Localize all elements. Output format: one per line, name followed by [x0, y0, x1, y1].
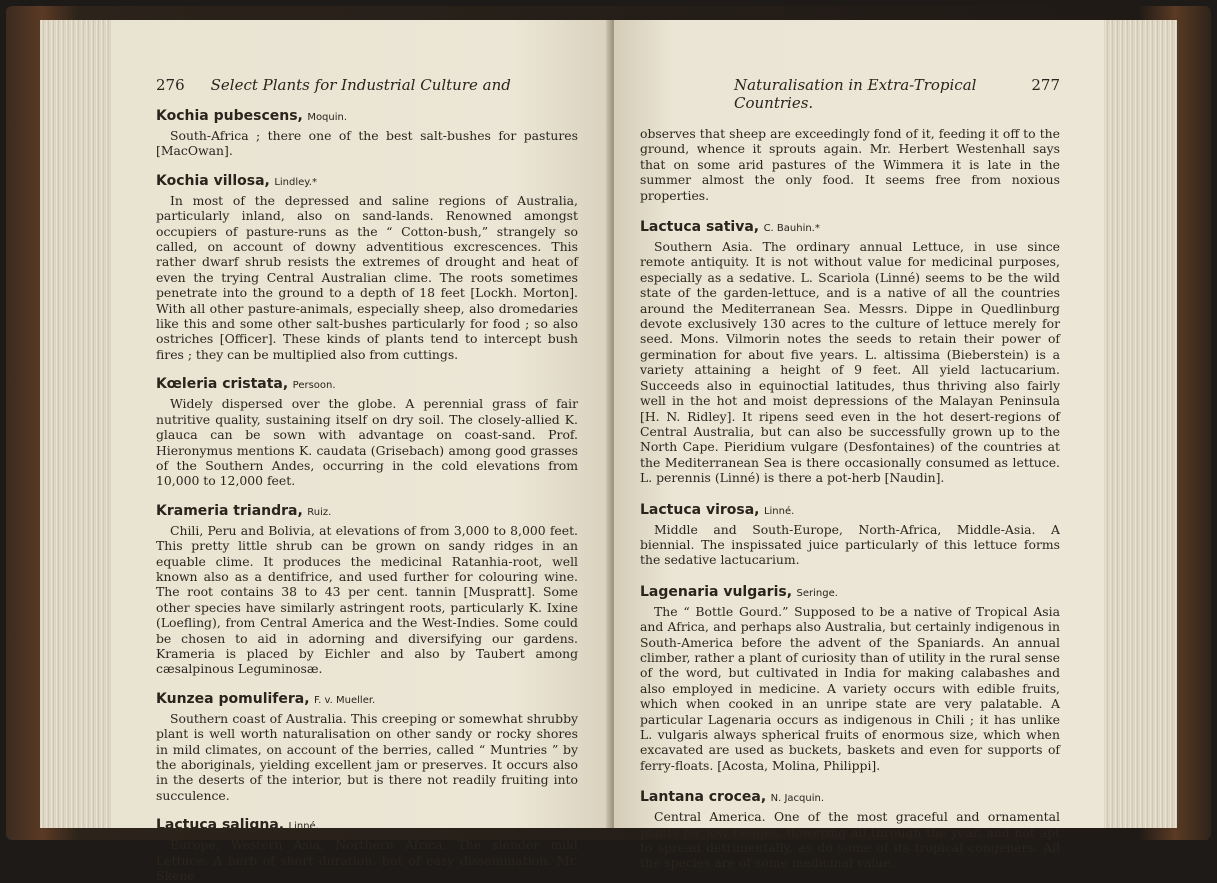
- entry-text: Southern Asia. The ordinary annual Lettuce, in use since remote antiquity. It is not without value for medicinal purposes, especially as a sedative. L. Scariola (Linné) seems to be the wild state of the garden-lettuce, and is a native of all the countries around the Mediterranean Sea. Messrs. Dippe in Quedlinburg devote exclusively 130 acres to the culture of lettuce merely for seed. Mons. Vilmorin notes the seeds to retain their power of germination for about five years. L. altissima (Bieberstein) is a variety attaining a height of 9 feet. All yield lactucarium. Succeeds also in equinoctial latitudes, thus thriving also fairly well in the hot and moist depressions of the Malayan Peninsula [H. N. Ridley]. It ripens seed even in the hot desert-regions of Central Australia, but can also be successfully grown up to the North Cape. Pieridium vulgare (Desfontaines) of the countries at the Mediterranean Sea is there occasionally consumed as lettuce. L. perennis (Linné) is there a pot-herb [Naudin].: [640, 239, 1060, 486]
- species-name: Lactuca sativa,: [640, 219, 760, 236]
- right-page-header: [640, 76, 1060, 112]
- entry-heading: [156, 108, 578, 126]
- page-number: 277: [1031, 76, 1060, 94]
- running-head: Naturalisation in Extra-Tropical Countries.: [734, 76, 977, 112]
- species-name: Kochia pubescens,: [156, 108, 303, 124]
- entry-text: Europe, Western Asia, Northern Africa. The slender mild Lettuce. A herb of short duration, but of easy dissemination. Mr. Skene: [156, 837, 578, 883]
- entry: [640, 789, 1060, 871]
- species-name: Lactuca saligna,: [156, 817, 285, 834]
- species-name: Krameria triandra,: [156, 502, 303, 519]
- entry: [640, 219, 1060, 486]
- species-name: Kochia villosa,: [156, 172, 270, 189]
- species-author: Persoon.: [292, 380, 336, 392]
- entry-heading: [156, 817, 578, 835]
- entry: [156, 173, 578, 362]
- species-author: Linné.: [763, 505, 795, 517]
- left-page: [112, 20, 612, 883]
- entry-heading: [640, 219, 1060, 237]
- entry-heading: [156, 503, 578, 521]
- species-author: F. v. Mueller.: [314, 694, 376, 706]
- species-name: Kunzea pomulifera,: [156, 690, 310, 707]
- entry-text: Chili, Peru and Bolivia, at elevations of from 3,000 to 8,000 feet. This pretty little shrub can be grown on sandy ridges in an equable clime. It produces the medicinal Ratanhia-root, well known also as a dentifrice, and used further for colouring wine. The root contains 38 to 43 per cent. tannin [Muspratt]. Some other species have similarly astringent roots, particularly K. Ixine (Loefling), from Central America and the West-Indies. Some could be chosen to aid in adorning and diversifying our gardens. Krameria is placed by Eichler and also by Taubert among cæsalpinous Leguminosæ.: [156, 522, 578, 677]
- entry-heading: [640, 584, 1060, 602]
- entry-text: The “ Bottle Gourd.” Supposed to be a native of Tropical Asia and Africa, and perhaps also Australia, but certainly indigenous in South-America before the advent of the Spaniards. An annual climber, rather a plant of curiosity than of utility in the rural sense of the word, but cultivated in India for making calabashes and also employed in medicine. A variety occurs with edible fruits, which when cooked in an unripe state are very palatable. A particular Lagenaria occurs as indigenous in Chili ; it has unlike L. vulgaris always spherical fruits of enormous size, which when excavated are used as buckets, baskets and even for supports of ferry-floats. [Acosta, Molina, Philippi].: [640, 603, 1060, 773]
- species-author: Moquin.: [307, 112, 348, 123]
- species-name: Lactuca virosa,: [640, 501, 760, 518]
- species-name: Kœleria cristata,: [156, 376, 289, 393]
- left-page-header: [156, 76, 578, 94]
- species-author: N. Jacquin.: [770, 793, 825, 805]
- entry-heading: [156, 691, 578, 709]
- species-author: Lindley.*: [274, 176, 317, 188]
- entry: [640, 502, 1060, 568]
- entry-text: observes that sheep are exceedingly fond of it, feeding it off to the ground, whence it sprouts again. Mr. Herbert Westenhall says that on some arid pastures of the Wimmera it is late in the summer almost the only food. It seems free from noxious properties.: [640, 126, 1060, 203]
- entry-heading: [640, 502, 1060, 520]
- entry-text: South-Africa ; there one of the best salt-bushes for pastures [MacOwan].: [156, 128, 578, 159]
- page-number: 276: [156, 76, 185, 94]
- entry-text: In most of the depressed and saline regions of Australia, particularly inland, also on sand-lands. Renowned amongst occupiers of pasture-runs as the “ Cotton-bush,” strangely so called, on account of downy adventitious excrescences. This rather dwarf shrub resists the extremes of drought and heat of even the trying Central Australian clime. The roots sometimes penetrate into the ground to a depth of 18 feet [Lockh. Morton]. With all other pasture-animals, especially sheep, also dromedaries like this and some other salt-bushes particularly for food ; so also ostriches [Officer]. These kinds of plants tend to intercept bush fires ; they can be multiplied also from cuttings.: [156, 192, 578, 362]
- species-author: C. Bauhin.*: [763, 223, 820, 235]
- entry-heading: [156, 173, 578, 191]
- entry: [156, 108, 578, 159]
- entry: [640, 584, 1060, 773]
- entry: [156, 376, 578, 488]
- entry: [156, 691, 578, 803]
- species-author: Linné.: [288, 821, 319, 833]
- entry-heading: [156, 376, 578, 394]
- entry: [156, 817, 578, 883]
- entry-text: Central America. One of the most graceful and ornamental plants for low hedges, flowering all through the year, and not apt to spread detrimentally, as do some of its tropical congeners. All the species are of some medicinal value.: [640, 809, 1060, 871]
- entry-text: Southern coast of Australia. This creeping or somewhat shrubby plant is well worth naturalisation on other sandy or rocky shores in mild climates, on account of the berries, called “ Muntries ” by the aboriginals, yielding excellent jam or preserves. It occurs also in the deserts of the interior, but is there not readily fruiting into succulence.: [156, 710, 578, 803]
- species-name: Lagenaria vulgaris,: [640, 583, 793, 600]
- entry-text: Middle and South-Europe, North-Africa, Middle-Asia. A biennial. The inspissated juice particularly of this lettuce forms the sedative lactucarium.: [640, 521, 1060, 568]
- running-head: Select Plants for Industrial Culture and: [210, 76, 511, 94]
- page-edges-left: [40, 20, 116, 828]
- species-author: Ruiz.: [307, 506, 332, 518]
- species-name: Lantana crocea,: [640, 789, 767, 806]
- right-page: [614, 20, 1104, 871]
- entry-text: Widely dispersed over the globe. A perennial grass of fair nutritive quality, sustaining itself on dry soil. The closely-allied K. glauca can be sown with advantage on coast-sand. Prof. Hieronymus mentions K. caudata (Grisebach) among good grasses of the Southern Andes, occurring in the cold elevations from 10,000 to 12,000 feet.: [156, 396, 578, 489]
- entry-continuation: [640, 126, 1060, 203]
- entry-heading: [640, 789, 1060, 807]
- entry: [156, 503, 578, 677]
- species-author: Seringe.: [796, 587, 838, 599]
- page-edges-right: [1099, 20, 1177, 828]
